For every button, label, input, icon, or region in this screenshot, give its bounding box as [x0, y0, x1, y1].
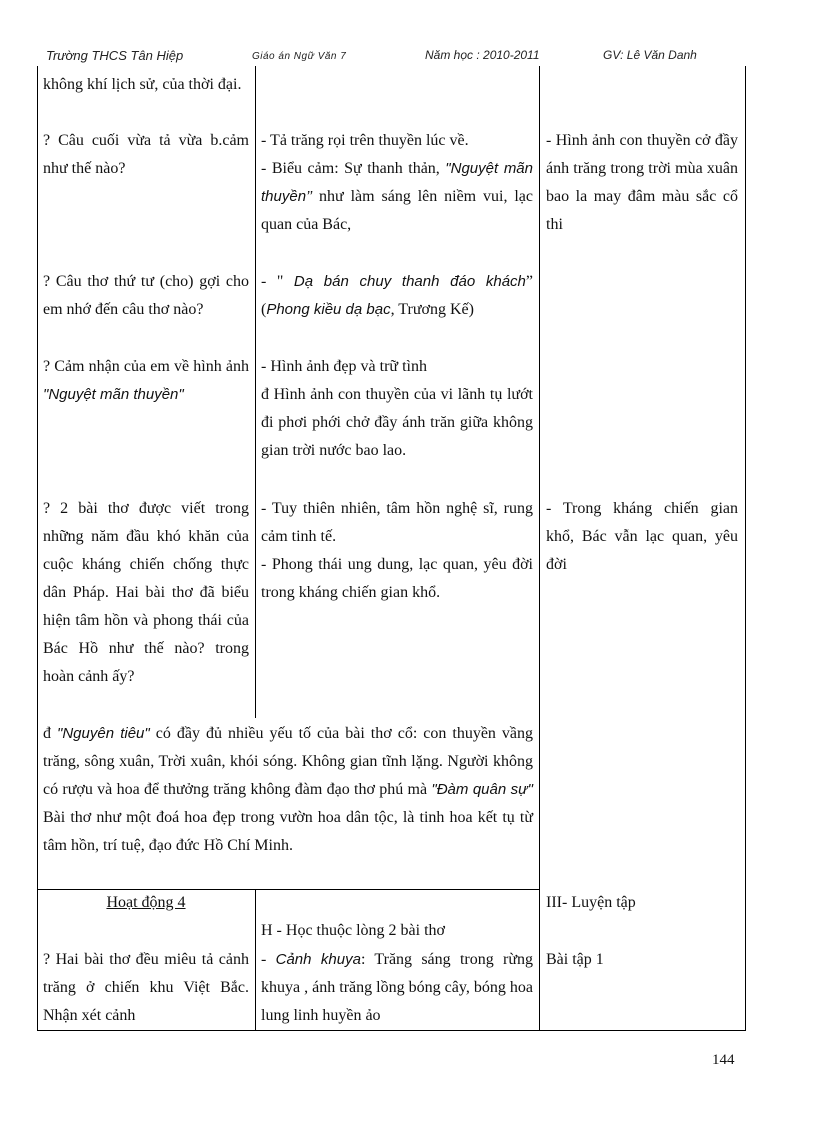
- activity-title: Hoạt động 4: [106, 894, 186, 911]
- answer-cell: - " Dạ bán chuy thanh đáo khách” (Phong kiều dạ bạc, Trương Kế): [261, 273, 533, 318]
- answer-cell: - Hình ảnh đẹp và trữ tình đ Hình ảnh con thuyền của vi lãnh tụ lướt đi phơi phới chở đầy ánh trăn giữa không gian trời nước bao lao.: [261, 358, 533, 459]
- content-cell: - Hình ảnh con thuyền cở đầy ánh trăng trong trời mùa xuân bao la may đâm màu sắc cổ thi: [546, 132, 738, 233]
- question-cell: ? Cảm nhận của em về hình ảnh "Nguyệt mãn thuyền": [43, 358, 249, 403]
- section-title: III- Luyện tập: [546, 894, 636, 911]
- answer-cell: - Cảnh khuya: Trăng sáng trong rừng khuya , ánh trăng lồng bóng cây, bóng hoa lung linh huyền ảo: [261, 951, 534, 1024]
- column-divider-1-lower: [255, 890, 256, 1031]
- page-number: 144: [712, 1052, 735, 1068]
- teacher-name: GV: Lê Văn Danh: [603, 48, 697, 62]
- question-cell: không khí lịch sử, của thời đại.: [43, 76, 242, 93]
- question-cell: ? Hai bài thơ đều miêu tả cảnh trăng ở chiến khu Việt Bắc. Nhận xét cảnh: [43, 951, 249, 1024]
- school-name: Trường THCS Tân Hiệp: [46, 48, 184, 63]
- summary-paragraph: đ "Nguyên tiêu" có đầy đủ nhiều yếu tố của bài thơ cổ: con thuyền vầng trăng, sông xuân, Trời xuân, khói sóng. Không gian tĩnh lặng. Người không có rượu và hoa để thưởng trăng không đàm đạo thơ phú mà "Đàm quân sự" Bài thơ như một đoá hoa đẹp trong vườn hoa dân tộc, là tinh hoa kết tụ từ tâm hồn, trí tuệ, đạo đức Hồ Chí Minh.: [43, 725, 534, 854]
- exercise-label: Bài tập 1: [546, 951, 604, 968]
- column-divider-2: [539, 66, 540, 1031]
- column-divider-1: [255, 66, 256, 718]
- question-cell: ? Câu cuối vừa tả vừa b.cảm như thế nào?: [43, 132, 249, 177]
- document-type: Giáo án Ngữ Văn 7: [252, 51, 347, 62]
- question-cell: ? 2 bài thơ được viết trong những năm đầu khó khăn của cuộc kháng chiến chống thực dân Pháp. Hai bài thơ đã biểu hiện tâm hồn và phong thái của Bác Hồ như thế nào? trong hoàn cảnh ấy?: [43, 500, 249, 685]
- page-header: [0, 48, 816, 68]
- answer-cell: H - Học thuộc lòng 2 bài thơ: [261, 922, 445, 939]
- answer-cell: - Tuy thiên nhiên, tâm hồn nghệ sĩ, rung cảm tinh tế. - Phong thái ung dung, lạc quan, yêu đời trong kháng chiến gian khổ.: [261, 500, 533, 601]
- answer-cell: - Tả trăng rọi trên thuyền lúc về. - Biểu cảm: Sự thanh thản, "Nguyệt mãn thuyền’’ như làm sáng lên niềm vui, lạc quan của Bác,: [261, 132, 533, 233]
- school-year: Năm học : 2010-2011: [425, 48, 540, 62]
- content-cell: - Trong kháng chiến gian khổ, Bác vẫn lạc quan, yêu đời: [546, 500, 738, 573]
- question-cell: ? Câu thơ thứ tư (cho) gợi cho em nhớ đến câu thơ nào?: [43, 273, 249, 318]
